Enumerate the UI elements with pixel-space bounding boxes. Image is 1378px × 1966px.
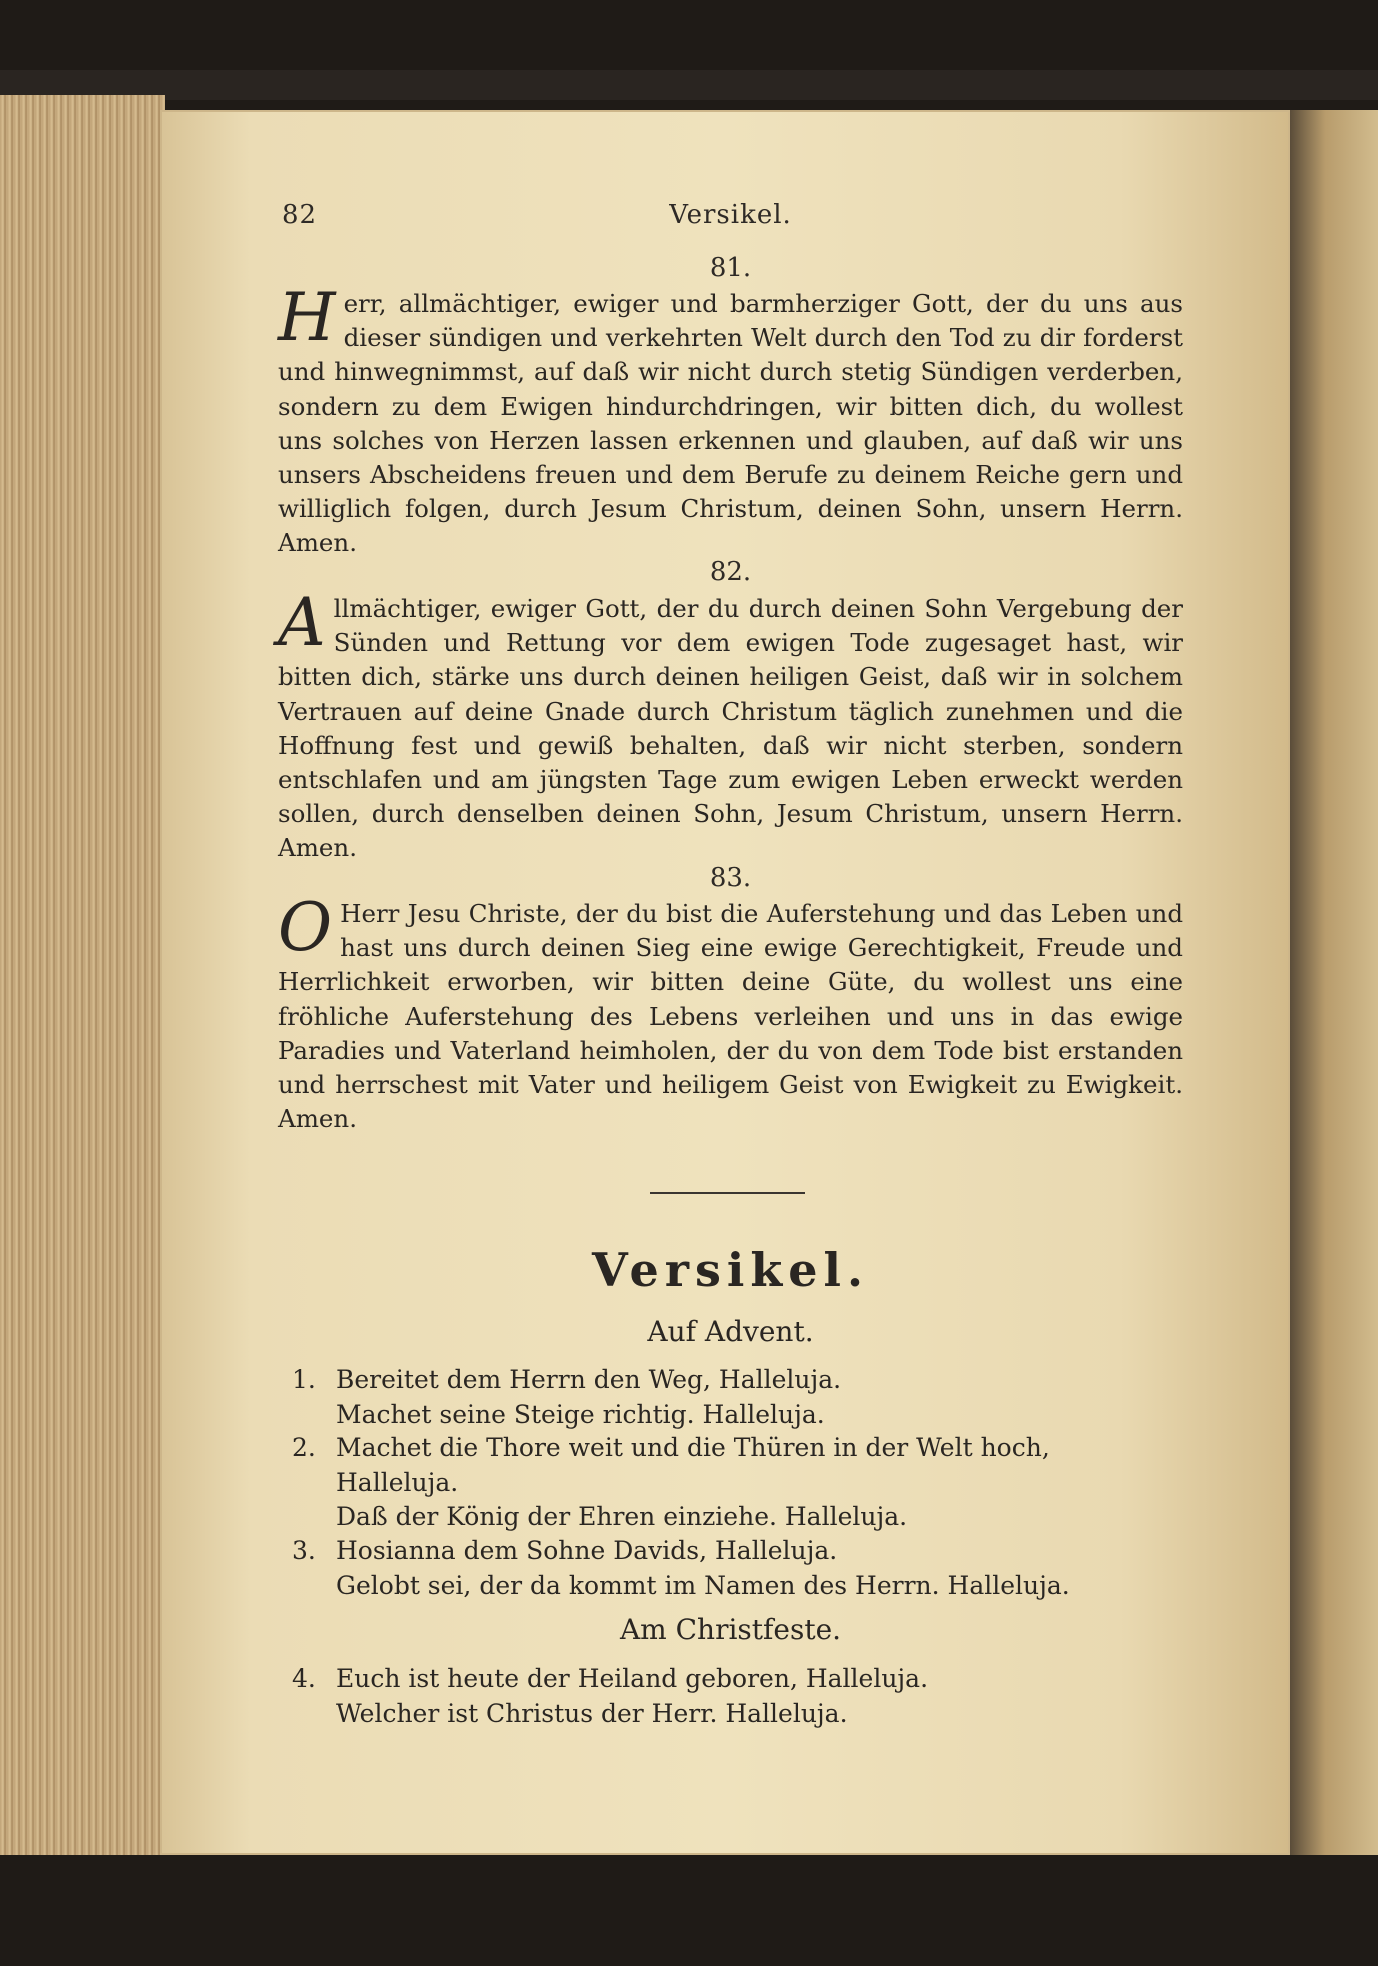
prayer-body: err, allmächtiger, ewiger und barmherziger Gott, der du uns aus dieser sündigen und verkehrten Welt durch den Tod zu dir forderst und hinwegnimmst, auf daß wir nicht durch stetig Sündigen verderben, sondern zu dem Ewigen hindurchdringen, wir bitten dich, du wollest uns solches von Herzen lassen erkennen und glauben, auf daß wir uns unsers Abscheidens freuen und dem Berufe zu deinem Reiche gern und williglich folgen, durch Jesum Christum, deinen Sohn, unsern Herrn. Amen. — [278, 289, 1183, 558]
subheading: Auf Advent. — [647, 1315, 814, 1348]
verse-response: Gelobt sei, der da kommt im Namen des Herrn. Halleluja. — [336, 1570, 1070, 1600]
running-head — [278, 200, 1183, 240]
drop-cap: H — [278, 279, 336, 356]
verse-response: Welcher ist Christus der Herr. Halleluja. — [336, 1698, 848, 1728]
subheading: Am Christfeste. — [619, 1613, 842, 1646]
verse-line: Bereitet dem Herrn den Weg, Halleluja. — [336, 1365, 842, 1394]
prayer-body: llmächtiger, ewiger Gott, der du durch deinen Sohn Vergebung der Sünden und Rettung vor dem ewigen Tode zugesaget hast, wir bitten dich, stärke uns durch deinen heiligen Geist, daß wir in solchem Vertrauen auf deine Gnade durch Christum täglich zunehmen und die Hoffnung fest und gewiß behalten, daß wir nicht sterben, sondern entschlafen und am jüngsten Tage zum ewigen Leben erweckt werden sollen, durch denselben deinen Sohn, Jesum Christum, unsern Herrn. Amen. — [278, 594, 1183, 863]
verse-line: Halleluja. — [336, 1467, 459, 1497]
prayer-number: 81. — [709, 253, 752, 283]
prayer-number: 83. — [709, 863, 752, 893]
verse — [278, 1662, 1183, 1731]
verse — [278, 1431, 1183, 1535]
drop-cap: A — [278, 584, 326, 661]
page-number: 82 — [282, 200, 318, 230]
prayer-body: Herr Jesu Christe, der du bist die Auferstehung und das Leben und hast uns durch deinen Sieg eine ewige Gerechtigkeit, Freude und Herrlichkeit erworben, wir bitten deine Güte, du wollest uns eine fröhliche Auferstehung des Lebens verleihen und uns in das ewige Paradies und Vaterland heimholen, der du von dem Tode bist erstanden und herrschest mit Vater und heiligem Geist von Ewigkeit zu Ewigkeit. Amen. — [278, 899, 1183, 1134]
verse-line: Hosianna dem Sohne Davids, Halleluja. — [336, 1536, 838, 1565]
verse-number: 3. — [292, 1536, 316, 1565]
running-title: Versikel. — [669, 200, 792, 230]
verse — [278, 1363, 1183, 1432]
prayer-text — [278, 584, 1183, 866]
verse-response: Daß der König der Ehren einziehe. Halleluja. — [336, 1502, 908, 1531]
verse — [278, 1534, 1183, 1603]
drop-cap: O — [278, 889, 333, 966]
prayer-number: 82. — [709, 557, 752, 587]
prayer-text — [278, 279, 1183, 561]
verse-number: 2. — [292, 1433, 316, 1462]
page-edges — [0, 95, 165, 1855]
verse-response: Machet seine Steige richtig. Halleluja. — [336, 1399, 825, 1429]
prayer-text — [278, 889, 1183, 1136]
verse-line: Machet die Thore weit und die Thüren in der Welt hoch, — [336, 1433, 1050, 1462]
verse-number: 4. — [292, 1664, 316, 1693]
verse-line: Euch ist heute der Heiland geboren, Halleluja. — [336, 1664, 929, 1693]
book-cover-top — [0, 70, 1378, 100]
verse-number: 1. — [292, 1365, 316, 1394]
section-title: Versikel. — [592, 1243, 869, 1297]
facing-page-edge — [1290, 110, 1378, 1855]
section-rule — [650, 1192, 805, 1194]
